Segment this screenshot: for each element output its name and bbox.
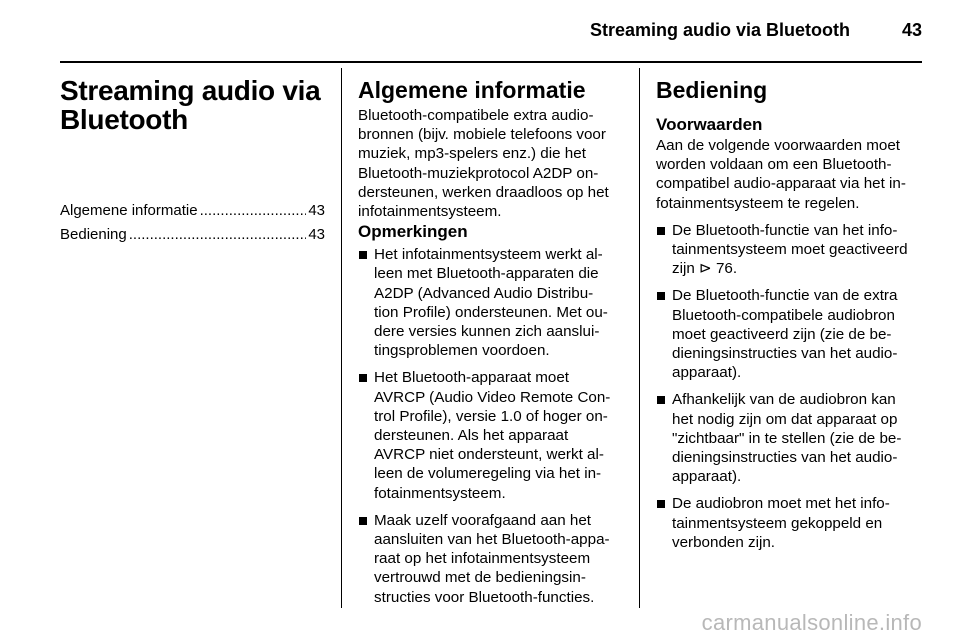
text-line: structies voor Bluetooth-functies. (374, 588, 595, 606)
section-heading-general: Algemene informatie (358, 77, 586, 103)
list-item (358, 368, 626, 502)
text-line: dere versies kunnen zich aanslui- (374, 323, 600, 341)
table-of-contents (60, 199, 325, 247)
toc-label: Algemene informatie (60, 202, 198, 219)
list-item (656, 494, 924, 552)
watermark-text: carmanualsonline.info (701, 610, 922, 635)
section-heading-operation: Bediening (656, 77, 768, 103)
general-info-column (358, 76, 626, 615)
text-line: Bluetooth-compatibele extra audio- (358, 107, 594, 124)
text-line: Het Bluetooth-apparaat moet (374, 369, 570, 387)
text-line: bronnen (bijv. mobiele telefoons voor (358, 126, 606, 144)
notes-heading: Opmerkingen (358, 222, 468, 242)
text-line: "zichtbaar" in te stellen (zie de be- (672, 429, 902, 447)
bullet-square-icon (657, 292, 665, 300)
text-line: dieningsinstructies van het audio- (672, 345, 898, 363)
text-line: dersteunen, werken draadloos op het (358, 183, 609, 201)
text-line: tainmentsysteem gekoppeld en (672, 514, 883, 532)
prereq-paragraph (656, 136, 924, 213)
notes-list (358, 245, 626, 607)
text-line: verbonden zijn. (672, 533, 776, 551)
toc-page: 43 (308, 202, 325, 219)
text-line: fotainmentsysteem te regelen. (656, 194, 860, 212)
column-divider-1 (341, 68, 342, 608)
chapter-column (60, 76, 325, 247)
bullet-square-icon (359, 517, 367, 525)
text-line: muziek, mp3-spelers enz.) die het (358, 145, 586, 163)
list-item (656, 390, 924, 486)
text-line: dieningsinstructies van het audio- (672, 449, 898, 467)
page-header (60, 20, 922, 46)
text-line: worden voldaan om een Bluetooth- (656, 156, 892, 174)
toc-leader (200, 199, 307, 223)
text-line: tion Profile) ondersteunen. Met ou- (374, 303, 608, 321)
text-line: AVRCP niet ondersteunt, werkt al- (374, 446, 604, 464)
toc-entry-operation[interactable] (60, 223, 325, 247)
text-line: AVRCP (Audio Video Remote Con- (374, 388, 611, 406)
toc-leader (129, 223, 307, 247)
text-line: vertrouwd met de bedieningsin- (374, 569, 586, 587)
text-line: apparaat). (672, 364, 742, 382)
text-line: De Bluetooth-functie van het info- (672, 221, 898, 239)
list-item (656, 221, 924, 279)
text-line: het nodig zijn om dat apparaat op (672, 410, 898, 428)
text-line: tingsproblemen voordoen. (374, 342, 550, 360)
prereq-list (656, 221, 924, 552)
running-title: Streaming audio via Bluetooth (589, 20, 850, 40)
bullet-square-icon (657, 396, 665, 404)
page-number: 43 (901, 20, 922, 40)
operation-column (656, 76, 924, 560)
text-line: leen met Bluetooth-apparaten die (374, 265, 599, 283)
bullet-square-icon (359, 251, 367, 259)
chapter-title-line: Bluetooth (60, 104, 188, 135)
text-line: raat op het infotainmentsysteem (374, 550, 591, 568)
text-line: A2DP (Advanced Audio Distribu- (374, 284, 594, 302)
text-line: Afhankelijk van de audiobron kan (672, 391, 896, 409)
text-line: Het infotainmentsysteem werkt al- (374, 246, 603, 264)
chapter-title-line: Streaming audio via (60, 75, 321, 106)
list-item (656, 286, 924, 382)
prereq-heading: Voorwaarden (656, 115, 763, 134)
header-rule (60, 61, 922, 63)
text-line: dersteunen. Als het apparaat (374, 427, 569, 445)
bullet-square-icon (359, 374, 367, 382)
text-line: Aan de volgende voorwaarden moet (656, 137, 901, 154)
text-line: De Bluetooth-functie van de extra (672, 287, 898, 305)
intro-paragraph (358, 106, 626, 221)
text-line: apparaat). (672, 468, 742, 486)
list-item (358, 245, 626, 360)
text-line: trol Profile), versie 1.0 of hoger on- (374, 407, 608, 425)
text-line: leen de volumeregeling via het in- (374, 465, 602, 483)
text-line: De audiobron moet met het info- (672, 495, 890, 513)
text-line: Bluetooth-compatibele audiobron (672, 306, 895, 324)
bullet-square-icon (657, 227, 665, 235)
toc-entry-general[interactable] (60, 199, 325, 223)
text-line: moet geactiveerd zijn (zie de be- (672, 325, 892, 343)
list-item (358, 511, 626, 607)
column-divider-2 (639, 68, 640, 608)
text-line: fotainmentsysteem. (374, 484, 506, 502)
text-line: infotainmentsysteem. (358, 203, 502, 221)
text-line: Maak uzelf voorafgaand aan het (374, 511, 591, 529)
text-line: aansluiten van het Bluetooth-appa- (374, 531, 610, 549)
text-line: Bluetooth-muziekprotocol A2DP on- (358, 164, 599, 182)
chapter-title (60, 76, 325, 134)
text-line: compatibel audio-apparaat via het in- (656, 175, 906, 193)
toc-label: Bediening (60, 226, 127, 243)
bullet-square-icon (657, 500, 665, 508)
toc-page: 43 (308, 226, 325, 243)
text-line: tainmentsysteem moet geactiveerd (672, 241, 908, 259)
page-reference-link[interactable]: zijn ⊳ 76. (672, 260, 738, 278)
